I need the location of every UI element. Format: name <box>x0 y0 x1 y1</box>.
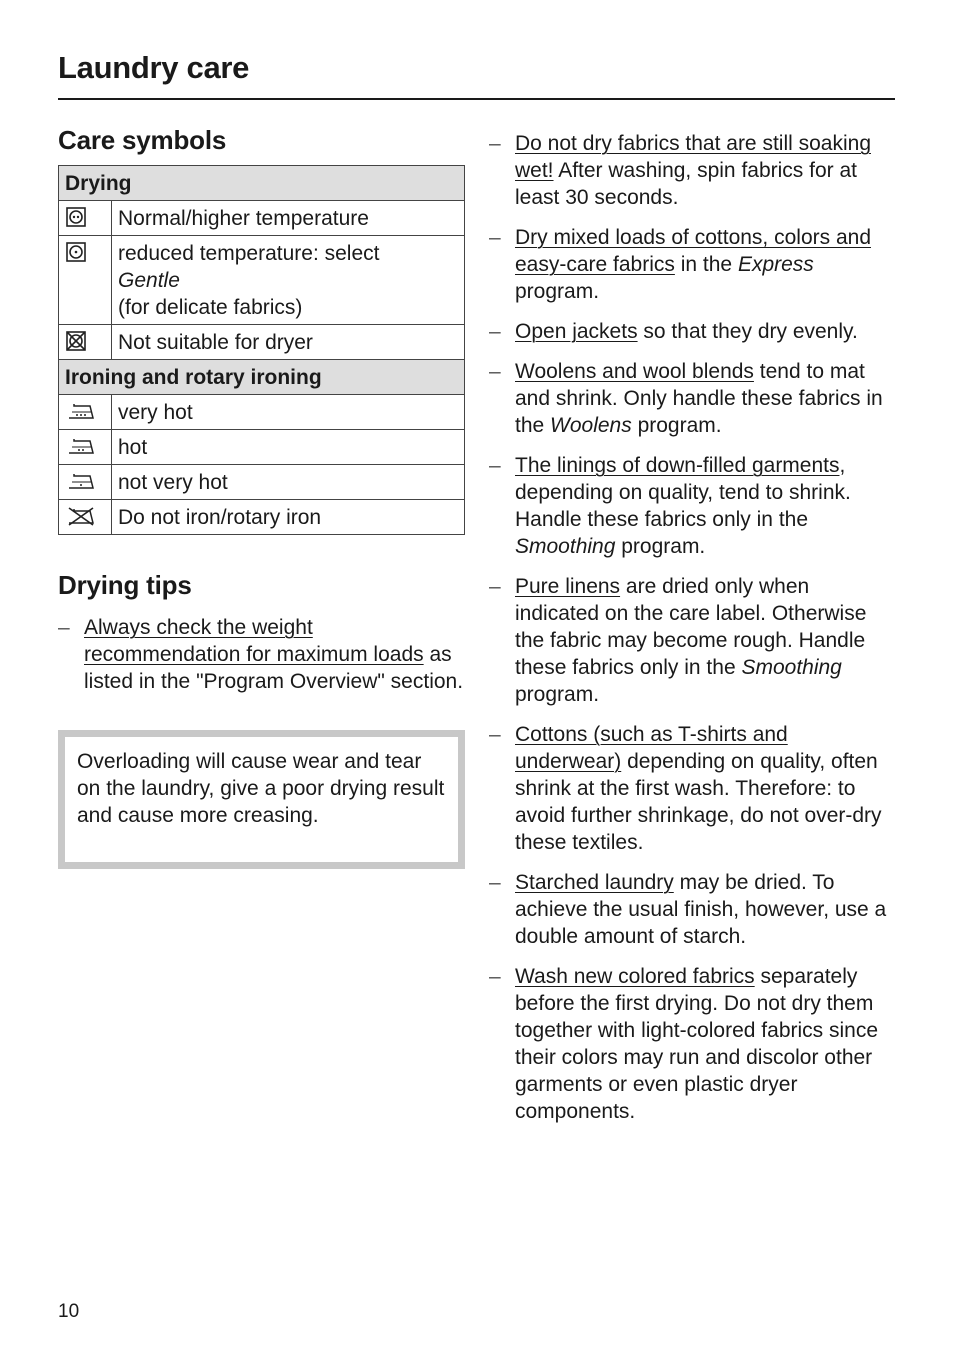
do-not-tumble-dry-icon <box>59 325 112 360</box>
list-item <box>489 573 899 708</box>
table-row <box>59 430 465 465</box>
drying-label: Not suitable for dryer <box>112 325 465 360</box>
drying-label <box>112 236 465 325</box>
list-item <box>489 318 899 345</box>
tip-text: are dried only when indicated on the care label. Otherwise the fabric may become rough. Handle these fabrics only in the <box>515 575 867 679</box>
tip-emphasis: Wash new colored fabrics <box>515 965 755 988</box>
list-dash: – <box>489 454 501 477</box>
list-item <box>489 963 899 1125</box>
list-dash: – <box>489 360 501 383</box>
tip-emphasis: The linings of down-filled garments <box>515 454 840 477</box>
table-row <box>59 201 465 236</box>
table-row <box>59 236 465 325</box>
care-symbols-table <box>58 165 465 535</box>
list-dash: – <box>489 132 501 155</box>
drying-tips-heading: Drying tips <box>58 570 192 600</box>
table-row <box>59 465 465 500</box>
drying-label-note: (for delicate fabrics) <box>118 296 303 319</box>
program-name: Woolens <box>550 414 632 437</box>
list-item <box>489 358 899 439</box>
drying-header: Drying <box>59 166 465 201</box>
tip-text: program. <box>515 280 600 303</box>
tip-text: , depending on quality, tend to shrink. Handle these fabrics only in the <box>515 454 851 531</box>
tip-emphasis: Woolens and wool blends <box>515 360 754 383</box>
program-name: Smoothing <box>741 656 842 679</box>
list-dash: – <box>58 616 70 639</box>
tip-text: separately before the first drying. Do not dry them together with light-colored fabrics since their colors may run and discolor other garments or even plastic dryer components. <box>515 965 879 1123</box>
warning-box <box>58 730 465 869</box>
program-name: Express <box>737 253 814 276</box>
list-item <box>489 721 899 856</box>
ironing-label: Do not iron/rotary iron <box>112 500 465 535</box>
table-row <box>59 500 465 535</box>
tip-emphasis: Do not dry fabrics that are still soaking wet! <box>515 132 871 182</box>
tumble-dry-normal-icon <box>59 201 112 236</box>
table-section-header <box>59 166 465 201</box>
tip-text: program. <box>615 535 706 558</box>
tip-emphasis: Dry mixed loads of cottons, colors and easy-care fabrics <box>515 226 871 276</box>
list-item <box>58 614 465 695</box>
warning-text: Overloading will cause wear and tear on the laundry, give a poor drying result and cause more creasing. <box>65 737 458 862</box>
list-dash: – <box>489 226 501 249</box>
list-item <box>489 869 899 950</box>
table-section-header <box>59 360 465 395</box>
tip-emphasis: Starched laundry <box>515 871 674 894</box>
tip-text: After washing, spin fabrics for at least 30 seconds. <box>515 159 857 209</box>
care-symbols-heading: Care symbols <box>58 125 227 155</box>
tip-text: in the <box>674 253 738 276</box>
list-dash: – <box>489 575 501 598</box>
ironing-label: hot <box>112 430 465 465</box>
tip-text: so that they dry evenly. <box>637 320 858 343</box>
list-dash: – <box>489 320 501 343</box>
list-item <box>489 452 899 560</box>
iron-one-dot-icon <box>59 465 112 500</box>
list-item <box>489 130 899 211</box>
ironing-label: very hot <box>112 395 465 430</box>
iron-two-dots-icon <box>59 430 112 465</box>
tip-text: program. <box>631 414 722 437</box>
tip-emphasis: Open jackets <box>515 320 638 343</box>
ironing-header: Ironing and rotary ironing <box>59 360 465 395</box>
list-dash: – <box>489 965 501 988</box>
program-name: Smoothing <box>515 535 616 558</box>
tip-text: program. <box>515 683 600 706</box>
table-row <box>59 325 465 360</box>
drying-label-line: reduced temperature: select <box>118 242 380 265</box>
drying-tips-list <box>58 614 465 695</box>
list-dash: – <box>489 723 501 746</box>
tip-text: depending on quality, often shrink at the first wash. Therefore: to avoid further shrinkage, do not over-dry these textiles. <box>515 750 882 854</box>
tip-emphasis: Always check the weight recommendation for maximum loads <box>84 616 424 666</box>
tumble-dry-low-icon <box>59 236 112 325</box>
list-item <box>489 224 899 305</box>
list-dash: – <box>489 871 501 894</box>
tip-text: may be dried. To achieve the usual finish, however, use a double amount of starch. <box>515 871 887 948</box>
ironing-label: not very hot <box>112 465 465 500</box>
tip-emphasis: Cottons (such as T-shirts and underwear) <box>515 723 788 773</box>
do-not-iron-icon <box>59 500 112 535</box>
page-title: Laundry care <box>58 50 250 85</box>
tip-text: tend to mat and shrink. Only handle these fabrics in the <box>515 360 883 437</box>
tip-text: as listed in the "Program Overview" section. <box>84 643 464 693</box>
drying-label: Normal/higher temperature <box>112 201 465 236</box>
title-divider <box>58 98 895 100</box>
program-name: Gentle <box>118 269 180 292</box>
page-number: 10 <box>58 1301 80 1322</box>
right-tips-list <box>489 130 899 1138</box>
iron-three-dots-icon <box>59 395 112 430</box>
table-row <box>59 395 465 430</box>
tip-emphasis: Pure linens <box>515 575 621 598</box>
